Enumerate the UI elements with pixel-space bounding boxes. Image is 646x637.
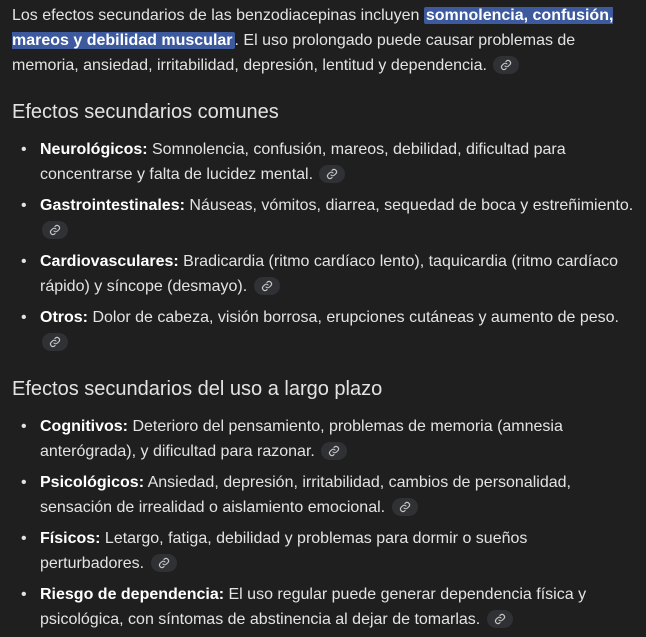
list-item	[12, 526, 634, 576]
item-term: Riesgo de dependencia:	[40, 586, 225, 603]
list-item	[12, 305, 634, 355]
intro-text-before: Los efectos secundarios de las benzodiacepinas incluyen	[12, 7, 424, 24]
link-icon	[328, 445, 340, 457]
item-text: El uso regular puede generar dependencia física y psicológica, con síntomas de abstinencia al dejar de tomarlas.	[40, 586, 587, 628]
item-term: Cardiovasculares:	[40, 253, 179, 270]
list-item	[12, 249, 634, 299]
list-item	[12, 470, 634, 520]
item-text: Dolor de cabeza, visión borrosa, erupciones cutáneas y aumento de peso.	[88, 309, 619, 326]
source-link-button[interactable]	[254, 277, 280, 295]
link-icon	[261, 280, 273, 292]
link-icon	[494, 613, 506, 625]
source-link-button[interactable]	[42, 333, 68, 351]
section-heading-common: Efectos secundarios comunes	[12, 101, 279, 123]
list-item	[12, 137, 634, 187]
link-icon	[399, 501, 411, 513]
item-term: Cognitivos:	[40, 418, 128, 435]
source-link-button[interactable]	[319, 165, 345, 183]
item-term: Físicos:	[40, 530, 101, 547]
source-link-button[interactable]	[151, 554, 177, 572]
bullet: •	[21, 530, 27, 547]
intro-text-after: . El uso prolongado puede causar problemas de memoria, ansiedad, irritabilidad, depresión, lentitud y dependencia.	[12, 32, 576, 74]
source-link-button[interactable]	[392, 498, 418, 516]
bullet: •	[21, 197, 27, 214]
common-effects-list	[12, 137, 634, 355]
item-text: Ansiedad, depresión, irritabilidad, cambios de personalidad, sensación de irrealidad o aislamiento emocional.	[40, 474, 571, 516]
link-icon	[500, 59, 512, 71]
bullet: •	[21, 418, 27, 435]
source-link-button[interactable]	[493, 56, 519, 74]
source-link-button[interactable]	[321, 442, 347, 460]
item-text: Náuseas, vómitos, diarrea, sequedad de boca y estreñimiento.	[184, 197, 634, 214]
bullet: •	[21, 309, 27, 326]
list-item	[12, 582, 634, 632]
bullet: •	[21, 141, 27, 158]
long-term-effects-list	[12, 414, 634, 632]
link-icon	[49, 224, 61, 236]
link-icon	[158, 557, 170, 569]
link-icon	[326, 168, 338, 180]
list-item	[12, 193, 634, 243]
bullet: •	[21, 586, 27, 603]
item-text: Somnolencia, confusión, mareos, debilidad, dificultad para concentrarse y falta de lucidez mental.	[40, 141, 566, 183]
source-link-button[interactable]	[487, 610, 513, 628]
bullet: •	[21, 253, 27, 270]
item-text: Deterioro del pensamiento, problemas de memoria (amnesia anterógrada), y dificultad para razonar.	[40, 418, 563, 460]
item-text: Bradicardia (ritmo cardíaco lento), taquicardia (ritmo cardíaco rápido) y síncope (desmayo).	[40, 253, 619, 295]
item-text: Letargo, fatiga, debilidad y problemas para dormir o sueños perturbadores.	[40, 530, 528, 572]
item-term: Psicológicos:	[40, 474, 145, 491]
item-term: Otros:	[40, 309, 88, 326]
item-term: Neurológicos:	[40, 141, 148, 158]
intro-highlight[interactable]: somnolencia, confusión, mareos y debilidad muscular	[12, 7, 614, 49]
item-term: Gastrointestinales:	[40, 197, 185, 214]
bullet: •	[21, 474, 27, 491]
link-icon	[49, 336, 61, 348]
list-item	[12, 414, 634, 464]
source-link-button[interactable]	[42, 221, 68, 239]
section-heading-long-term: Efectos secundarios del uso a largo plazo	[12, 378, 383, 400]
intro-paragraph	[12, 3, 634, 78]
